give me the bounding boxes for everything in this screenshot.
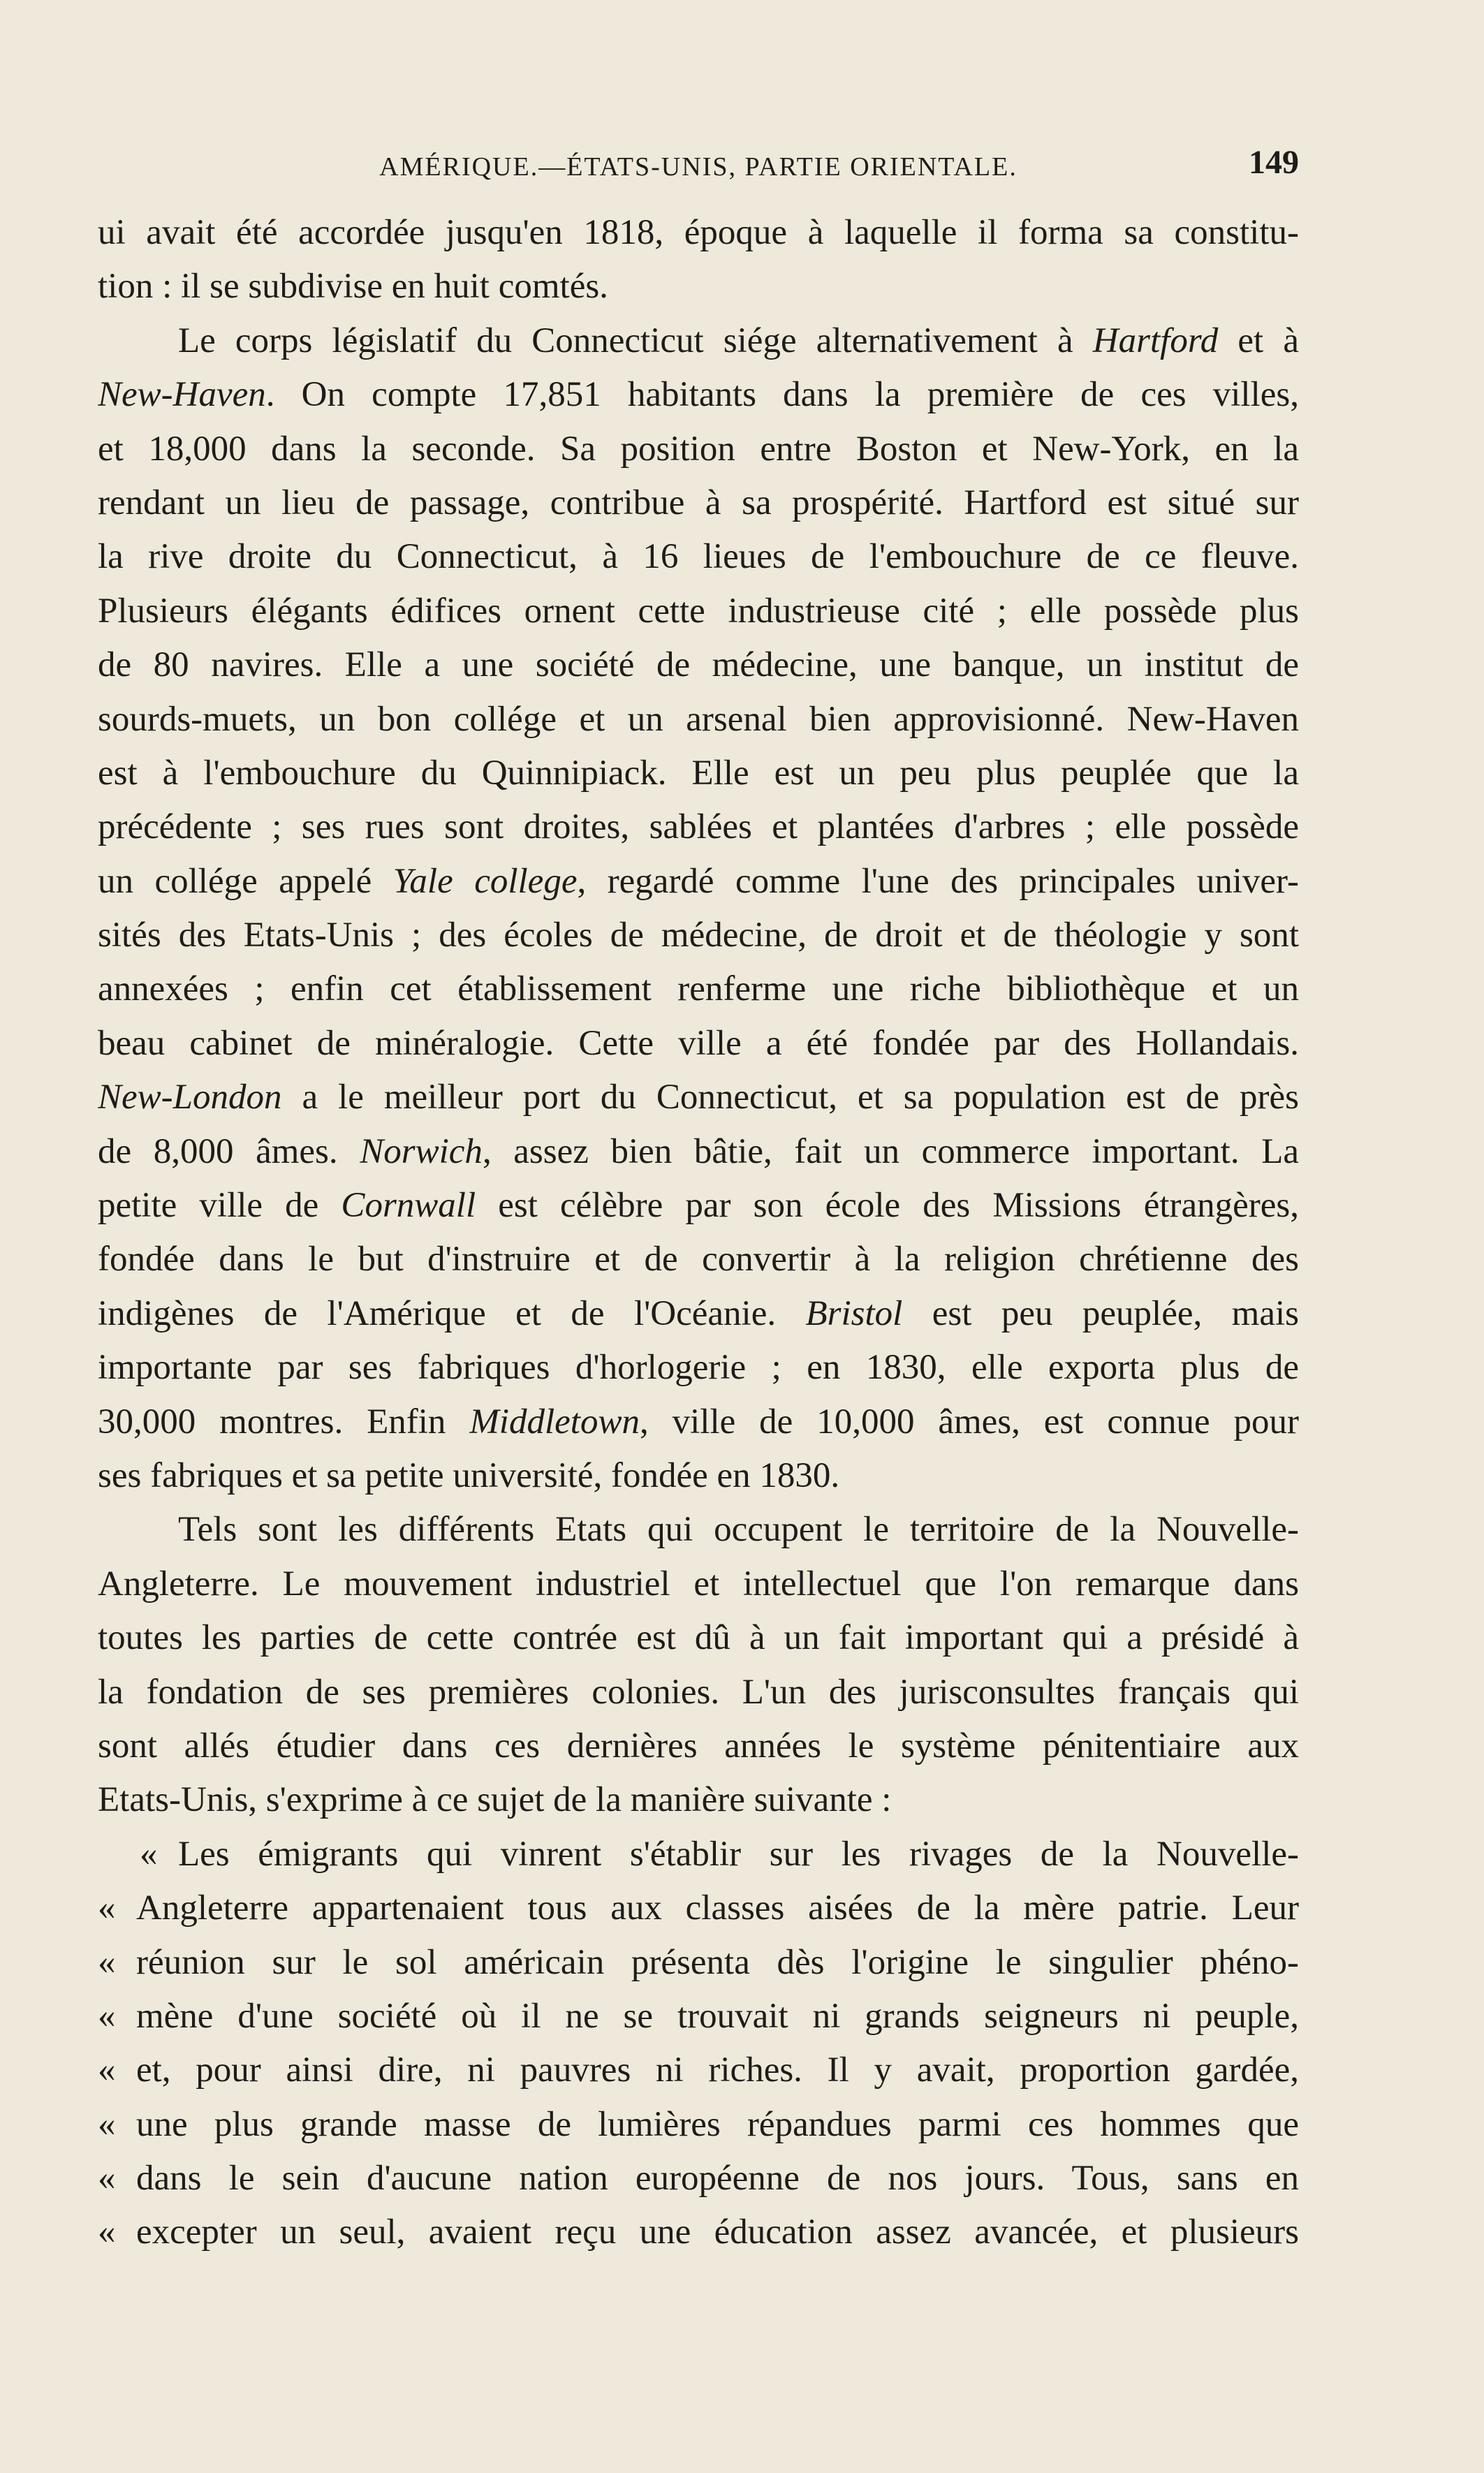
text-line: petite ville de Cornwall est célèbre par son école des Missions étrangères, (98, 1186, 1299, 1226)
text-line: de 80 navires. Elle a une société de médecine, une banque, un institut de (98, 645, 1299, 685)
text-line: ses fabriques et sa petite université, fondée en 1830. (98, 1455, 840, 1495)
text-line: annexées ; enfin cet établissement renferme une riche bibliothèque et un (98, 969, 1299, 1009)
quote-line: « et, pour ainsi dire, ni pauvres ni riches. Il y avait, proportion gardée, (98, 2043, 1299, 2097)
running-head: AMÉRIQUE.—ÉTATS-UNIS, PARTIE ORIENTALE. (379, 152, 1018, 182)
quote-mark: « (98, 1942, 116, 1982)
text-line: 30,000 montres. Enfin Middletown, ville de 10,000 âmes, est connue pour (98, 1402, 1299, 1441)
text-line: et 18,000 dans la seconde. Sa position entre Boston et New-York, en la (98, 429, 1299, 469)
quote-mark: « (140, 1834, 158, 1874)
text-line: ui avait été accordée jusqu'en 1818, époque à laquelle il forma sa constitu- (98, 213, 1299, 252)
text-line: la rive droite du Connecticut, à 16 lieues de l'embouchure de ce fleuve. (98, 537, 1299, 577)
quote-line: « mène d'une société où il ne se trouvait ni grands seigneurs ni peuple, (98, 1990, 1299, 2043)
text-line: toutes les parties de cette contrée est dû à un fait important qui a présidé à (98, 1618, 1299, 1658)
text-line: Etats-Unis, s'exprime à ce sujet de la manière suivante : (98, 1780, 892, 1820)
text-line: fondée dans le but d'instruire et de convertir à la religion chrétienne des (98, 1240, 1299, 1279)
place-name: New-London (98, 1078, 282, 1117)
text-line: un collége appelé Yale college, regardé comme l'une des principales univer- (98, 861, 1299, 901)
place-name: New-Haven (98, 375, 266, 415)
text-line: indigènes de l'Amérique et de l'Océanie. Bristol est peu peuplée, mais (98, 1293, 1299, 1333)
quote-line: « Angleterre appartenaient tous aux classes aisées de la mère patrie. Leur (98, 1881, 1299, 1935)
page-number: 149 (1249, 144, 1299, 181)
quote-line: « dans le sein d'aucune nation européenne de nos jours. Tous, sans en (98, 2152, 1299, 2206)
text-line: New-Haven. On compte 17,851 habitants dans la première de ces villes, (98, 375, 1299, 415)
text-line: tion : il se subdivise en huit comtés. (98, 267, 608, 307)
text-line: sourds-muets, un bon collége et un arsenal bien approvisionné. New-Haven (98, 699, 1299, 739)
text-line: rendant un lieu de passage, contribue à sa prospérité. Hartford est situé sur (98, 483, 1299, 522)
place-name: Bristol (805, 1293, 903, 1333)
place-name: Cornwall (341, 1186, 476, 1226)
page-header (98, 143, 1299, 185)
institution-name: Yale college (392, 861, 578, 901)
text-line: beau cabinet de minéralogie. Cette ville a été fondée par des Hollandais. (98, 1023, 1299, 1063)
place-name: Middletown (469, 1402, 640, 1441)
quote-line: « une plus grande masse de lumières répandues parmi ces hommes que (98, 2098, 1299, 2152)
quote-mark: « (98, 2104, 116, 2144)
quote-line: « Les émigrants qui vinrent s'établir sur les rivages de la Nouvelle- (98, 1828, 1299, 1881)
quote-line: « excepter un seul, avaient reçu une éducation assez avancée, et plusieurs (98, 2206, 1299, 2259)
quote-mark: « (98, 2159, 116, 2199)
text-line: est à l'embouchure du Quinnipiack. Elle est un peu plus peuplée que la (98, 753, 1299, 793)
text-line: de 8,000 âmes. Norwich, assez bien bâtie, fait un commerce important. La (98, 1131, 1299, 1171)
text-line: New-London a le meilleur port du Connecticut, et sa population est de près (98, 1078, 1299, 1117)
text-line: Tels sont les différents Etats qui occupent le territoire de la Nouvelle- (178, 1510, 1299, 1550)
text-line: sont allés étudier dans ces dernières années le système pénitentiaire aux (98, 1726, 1299, 1766)
quote-mark: « (98, 1996, 116, 2036)
text-line: Angleterre. Le mouvement industriel et intellectuel que l'on remarque dans (98, 1564, 1299, 1604)
text-line: sités des Etats-Unis ; des écoles de médecine, de droit et de théologie y sont (98, 916, 1299, 955)
text-line: la fondation de ses premières colonies. L'un des jurisconsultes français qui (98, 1672, 1299, 1712)
place-name: Norwich (360, 1131, 483, 1171)
quote-line: « réunion sur le sol américain présenta dès l'origine le singulier phéno- (98, 1936, 1299, 1990)
quote-mark: « (98, 2050, 116, 2090)
quote-mark: « (98, 1888, 116, 1928)
text-line: précédente ; ses rues sont droites, sablées et plantées d'arbres ; elle possède (98, 807, 1299, 847)
body-text (98, 206, 1299, 2260)
quote-mark: « (98, 2213, 116, 2252)
place-name: Hartford (1092, 321, 1219, 360)
text-line: Plusieurs élégants édifices ornent cette industrieuse cité ; elle possède plus (98, 591, 1299, 631)
text-line: importante par ses fabriques d'horlogerie ; en 1830, elle exporta plus de (98, 1348, 1299, 1388)
text-line: Le corps législatif du Connecticut siége alternativement à Hartford et à (178, 321, 1299, 360)
